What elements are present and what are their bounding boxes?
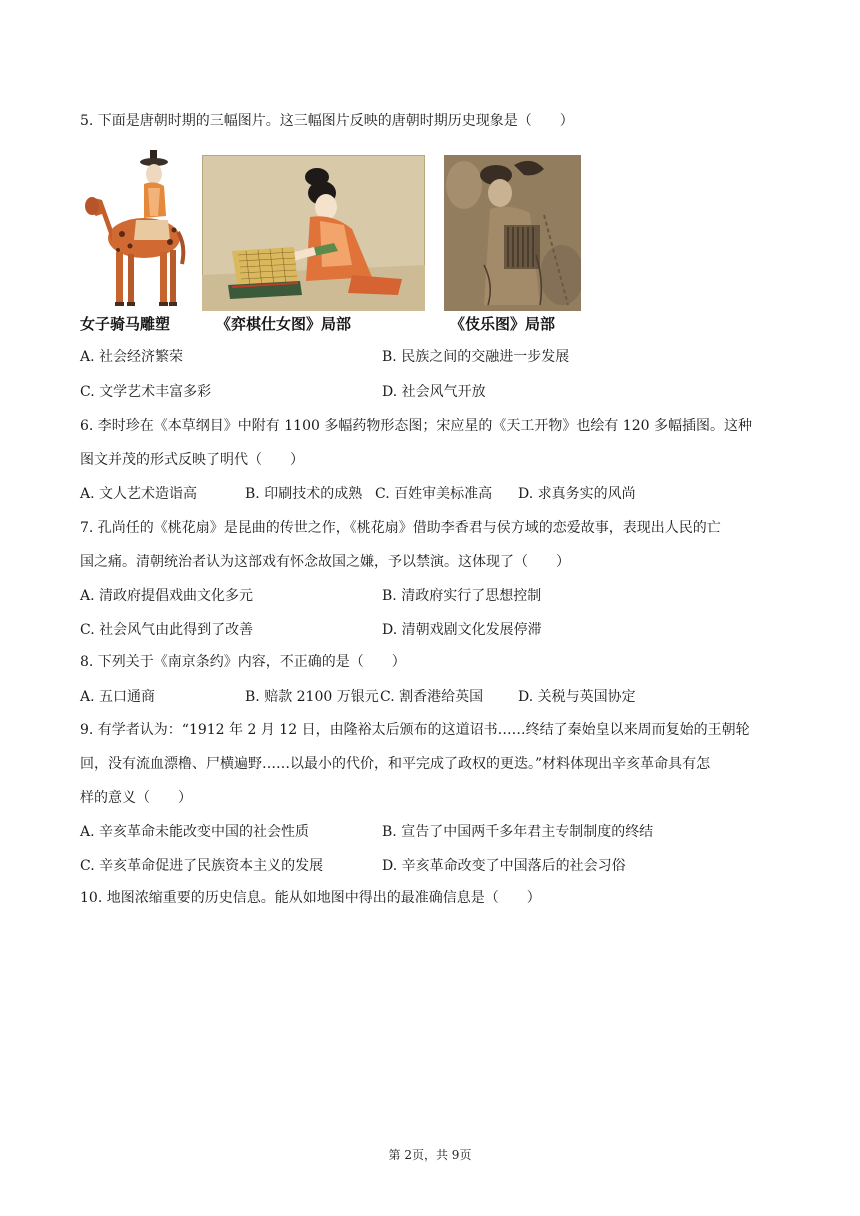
q8-option-b[interactable]: B. 赔款 2100 万银元	[245, 689, 379, 705]
caption-weiqi-lady: 《弈棋仕女图》局部	[216, 315, 352, 333]
caption-musician: 《伎乐图》局部	[450, 315, 556, 333]
q9-stem-line-2: 回，没有流血漂橹、尸横遍野……以最小的代价，和平完成了政权的更迭。”材料体现出辛亥革命具有怎	[80, 756, 711, 772]
q5-stem: 5. 下面是唐朝时期的三幅图片。这三幅图片反映的唐朝时期历史现象是（ ）	[80, 113, 574, 129]
q6-option-d[interactable]: D. 求真务实的风尚	[518, 486, 636, 502]
q7-option-b[interactable]: B. 清政府实行了思想控制	[382, 588, 542, 604]
q8-stem: 8. 下列关于《南京条约》内容，不正确的是（ ）	[80, 654, 406, 670]
caption-female-rider: 女子骑马雕塑	[80, 315, 171, 333]
q7-option-d[interactable]: D. 清朝戏剧文化发展停滞	[382, 622, 542, 638]
weiqi-lady-painting-image	[202, 155, 425, 311]
musician-mural-image	[444, 155, 581, 311]
q6-option-a[interactable]: A. 文人艺术造诣高	[80, 486, 198, 502]
q7-option-a[interactable]: A. 清政府提倡戏曲文化多元	[80, 588, 254, 604]
q7-stem-line-1: 7. 孔尚任的《桃花扇》是昆曲的传世之作，《桃花扇》借助李香君与侯方域的恋爱故事，表现出人民的亡	[80, 520, 721, 536]
q7-stem-line-2: 国之痛。清朝统治者认为这部戏有怀念故国之嫌，予以禁演。这体现了（ ）	[80, 554, 570, 570]
q5-option-d[interactable]: D. 社会风气开放	[382, 384, 486, 400]
q6-option-c[interactable]: C. 百姓审美标准高	[375, 486, 493, 502]
q6-stem-line-2: 图文并茂的形式反映了明代（ ）	[80, 452, 304, 468]
q5-option-c[interactable]: C. 文学艺术丰富多彩	[80, 384, 212, 400]
q5-option-b[interactable]: B. 民族之间的交融进一步发展	[382, 349, 570, 365]
q8-option-d[interactable]: D. 关税与英国协定	[518, 689, 636, 705]
q9-option-a[interactable]: A. 辛亥革命未能改变中国的社会性质	[80, 824, 310, 840]
q8-option-a[interactable]: A. 五口通商	[80, 689, 156, 705]
q7-option-c[interactable]: C. 社会风气由此得到了改善	[80, 622, 254, 638]
q8-option-c[interactable]: C. 割香港给英国	[380, 689, 484, 705]
q6-option-b[interactable]: B. 印刷技术的成熟	[245, 486, 363, 502]
q9-option-c[interactable]: C. 辛亥革命促进了民族资本主义的发展	[80, 858, 324, 874]
q5-option-a[interactable]: A. 社会经济繁荣	[80, 349, 184, 365]
q9-stem-line-1: 9. 有学者认为：“1912 年 2 月 12 日，由隆裕太后颁布的这道诏书……终结了秦始皇以来周而复始的王朝轮	[80, 722, 750, 738]
q9-stem-line-3: 样的意义（ ）	[80, 790, 192, 806]
q9-option-d[interactable]: D. 辛亥革命改变了中国落后的社会习俗	[382, 858, 626, 874]
q9-option-b[interactable]: B. 宣告了中国两千多年君主专制制度的终结	[382, 824, 654, 840]
q6-stem-line-1: 6. 李时珍在《本草纲目》中附有 1100 多幅药物形态图；宋应星的《天工开物》也绘有 120 多幅插图。这种	[80, 418, 752, 434]
female-rider-figurine-image	[82, 146, 186, 312]
page-footer: 第 2页，共 9页	[388, 1148, 472, 1162]
q10-stem: 10. 地图浓缩重要的历史信息。能从如地图中得出的最准确信息是（ ）	[80, 890, 541, 906]
